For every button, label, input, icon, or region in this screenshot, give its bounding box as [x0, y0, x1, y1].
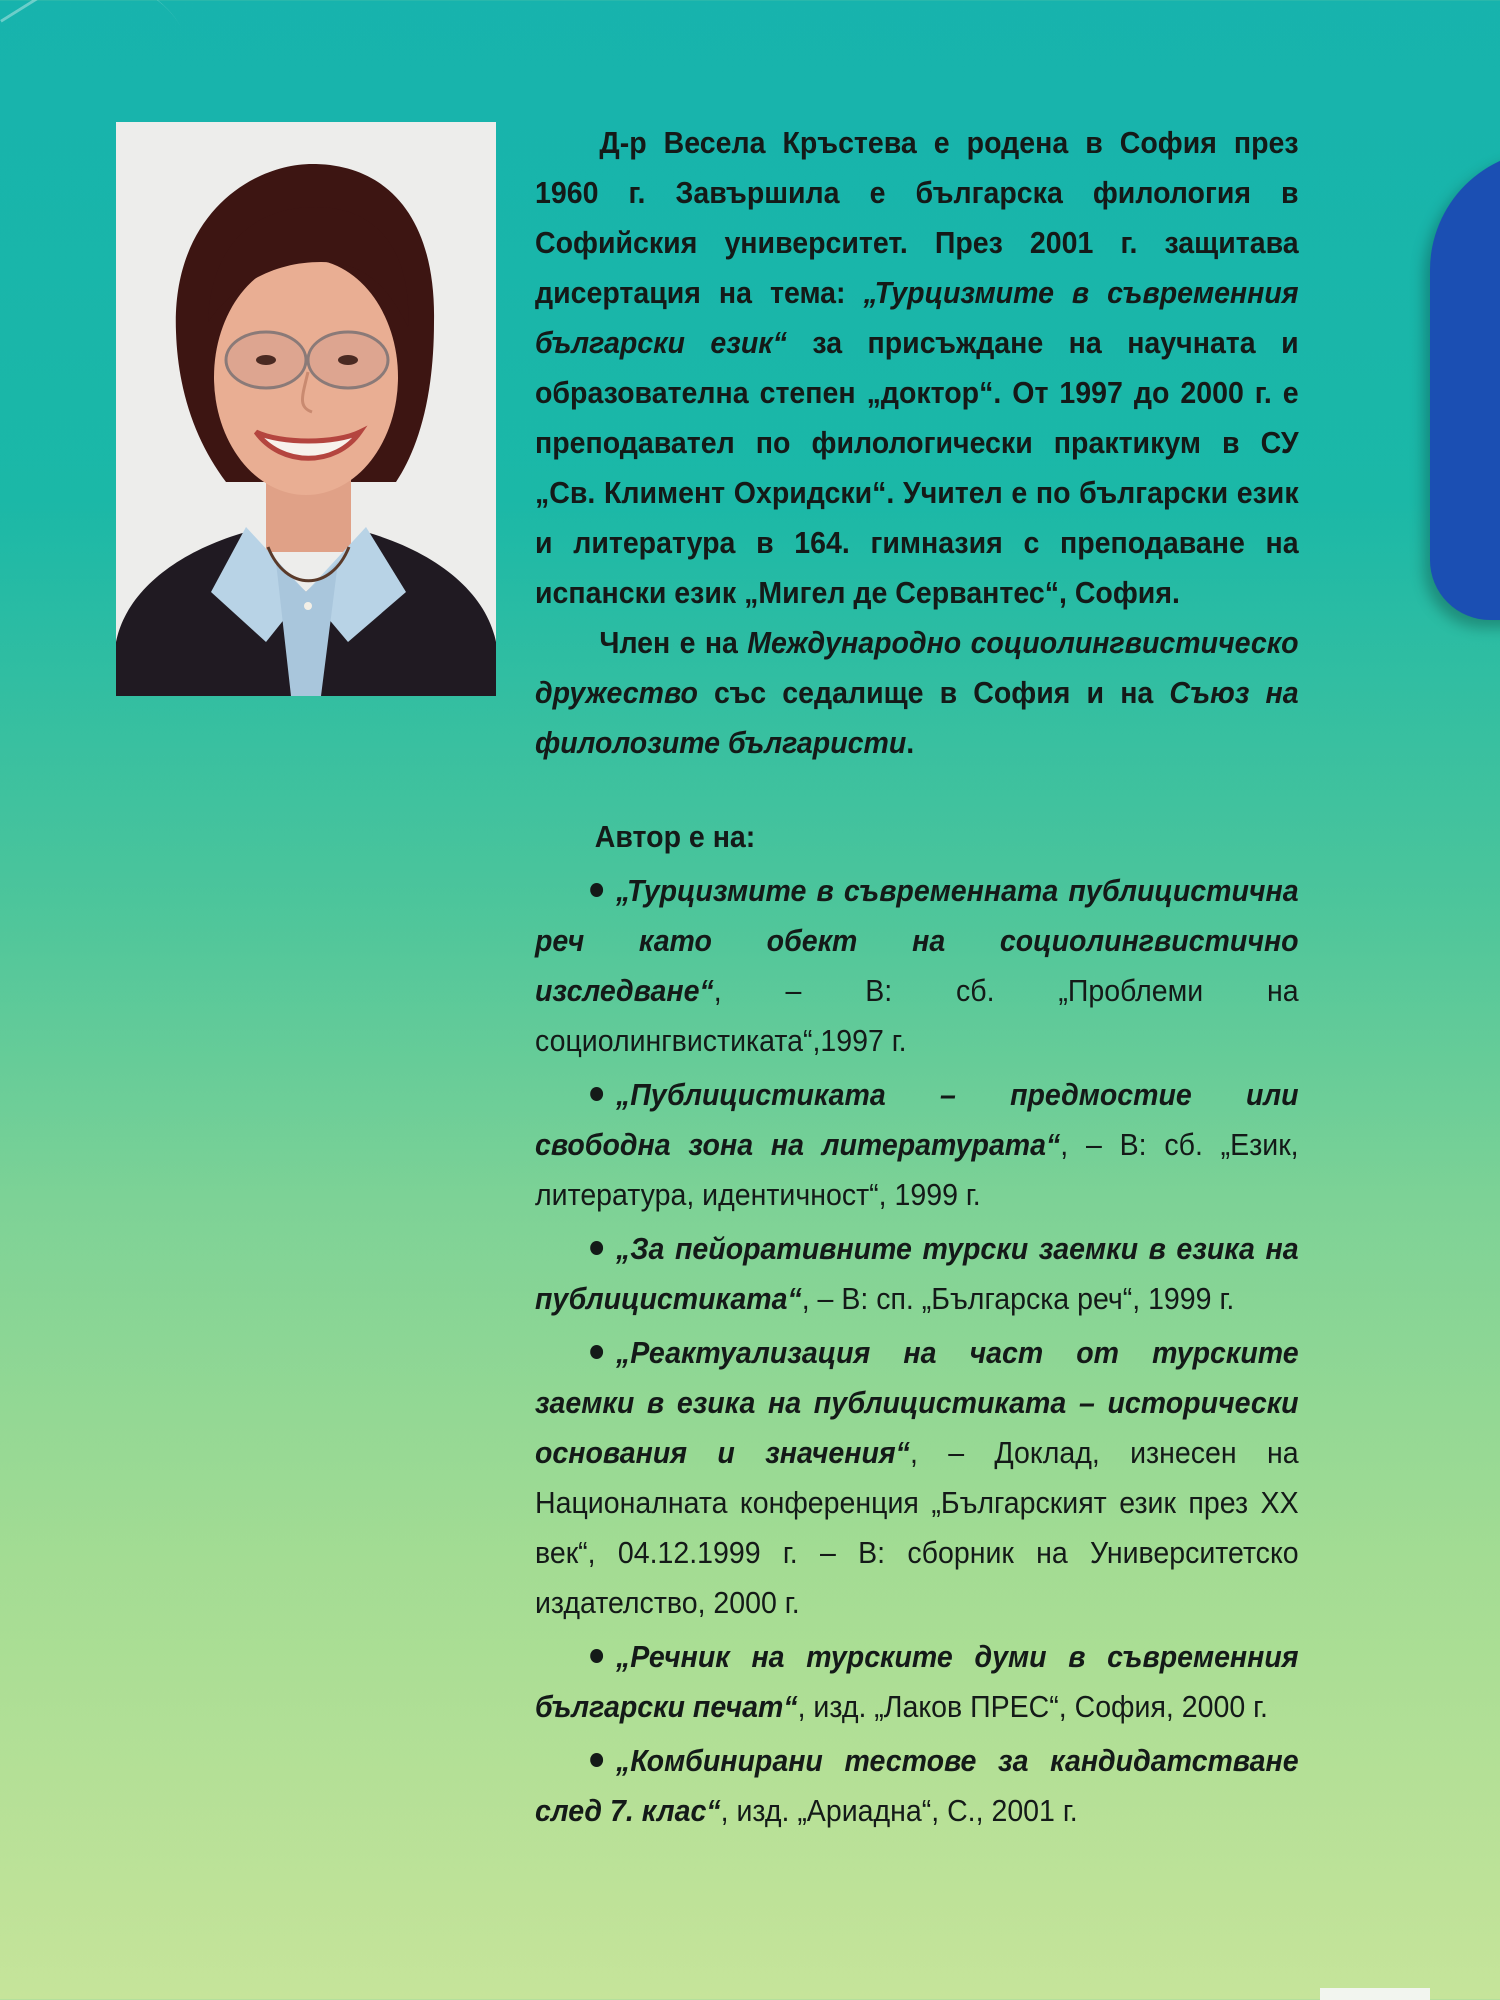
publication-item — [535, 1632, 1299, 1732]
bullet-icon — [590, 1649, 603, 1663]
publication-source: , – В: сб. „Проблеми на социолингвистиката“,1997 г. — [535, 973, 1299, 1058]
publication-source: , – Доклад, изнесен на Националната конференция „Българският език през XX век“, 04.12.1999 г. – В: сборник на Университетско издателство, 2000 г. — [535, 1435, 1299, 1620]
bio-text-segment: за присъждане на научната и образователна степен „доктор“. От 1997 до 2000 г. е преподавател по филологически практикум в СУ „Св. Климент Охридски“. Учител е по български език и литература в 164. гимназия с преподаване на испански език „Мигел де Сервантес“, София. — [535, 325, 1299, 610]
publication-source: , – В: сп. „Българска реч“, 1999 г. — [801, 1281, 1235, 1316]
organization-name: Съюз на филолозите българисти — [535, 675, 1299, 760]
bio-text-segment: . — [906, 725, 915, 760]
publication-title: „За пейоративните турски заемки в езика на публицистиката“ — [535, 1231, 1299, 1316]
bullet-icon — [590, 1753, 603, 1767]
publication-title: „Реактуализация на част от турските заемки в езика на публицистиката – исторически основания и значения“ — [535, 1335, 1299, 1470]
publication-title: „Публицистиката – предмостие или свободна зона на литературата“ — [535, 1077, 1299, 1162]
bullet-icon — [590, 1345, 603, 1359]
publication-source: , изд. „Ариадна“, С., 2001 г. — [720, 1793, 1078, 1828]
bio-text-segment: Д-р Весела Кръстева е родена в София през 1960 г. Завършила е българска филология в Софийския университет. През 2001 г. защитава дисертация на тема: — [535, 125, 1299, 310]
publication-item — [535, 1328, 1299, 1628]
publication-source: , – В: сб. „Език, литература, идентичност“, 1999 г. — [535, 1127, 1299, 1212]
publication-item — [535, 1070, 1299, 1220]
bio-paragraph-2 — [535, 618, 1299, 768]
publication-item — [535, 1224, 1299, 1324]
dissertation-title: „Турцизмите в съвременния български език“ — [535, 275, 1299, 360]
decorative-blue-shape — [1430, 150, 1500, 620]
author-portrait-photo — [116, 122, 496, 696]
bio-text-segment: Член е на — [599, 625, 748, 660]
publication-item — [535, 1736, 1299, 1836]
publications-heading: Автор е на: — [594, 819, 756, 854]
publication-title: „Комбинирани тестове за кандидатстване след 7. клас“ — [535, 1743, 1299, 1828]
publication-source: , изд. „Лаков ПРЕС“, София, 2000 г. — [797, 1689, 1268, 1724]
bullet-icon — [590, 883, 603, 897]
publication-title: „Турцизмите в съвременната публицистична реч като обект на социолингвистично изследване“ — [535, 873, 1299, 1008]
bullet-icon — [590, 1241, 603, 1255]
cover-crease-line — [0, 0, 192, 124]
bio-text-segment: със седалище в София и на — [697, 675, 1170, 710]
organization-name: Международно социолингвистическо дружество — [535, 625, 1299, 710]
corner-sticker — [1320, 1988, 1430, 2000]
publications-list — [535, 866, 1299, 1836]
publication-title: „Речник на турските думи в съвременния български печат“ — [535, 1639, 1299, 1724]
publication-item — [535, 866, 1299, 1066]
portrait-illustration — [116, 122, 496, 696]
bullet-icon — [590, 1087, 603, 1101]
author-bio-text — [535, 118, 1299, 1836]
bio-paragraph-1 — [535, 118, 1299, 618]
